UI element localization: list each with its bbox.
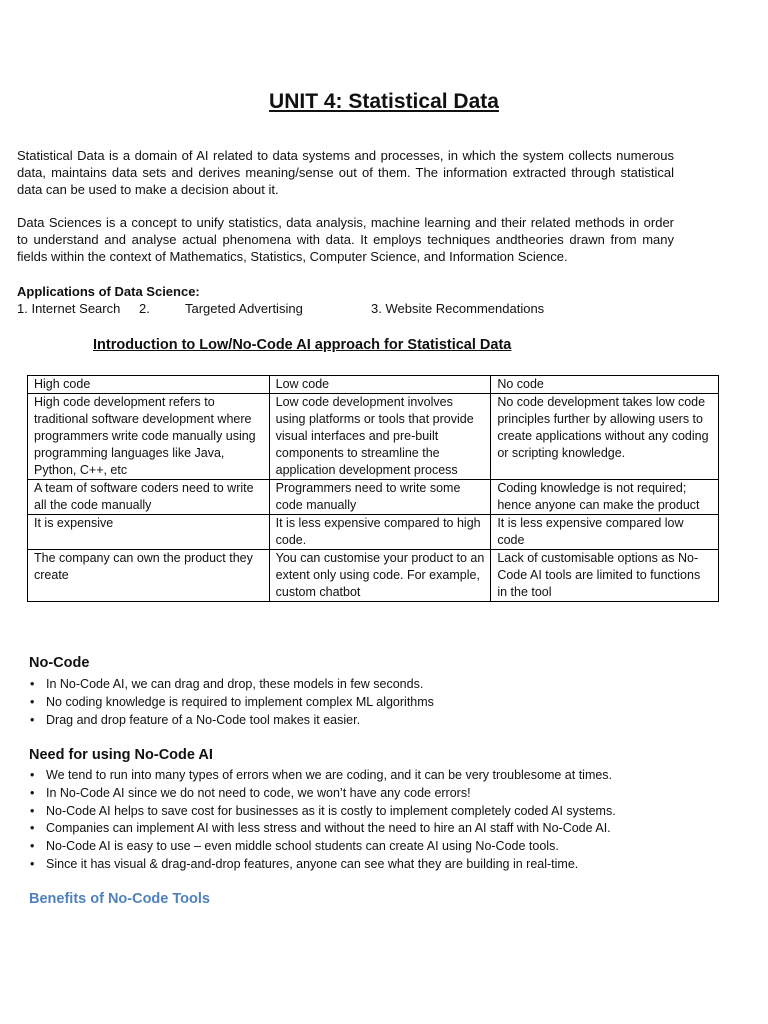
page-title: UNIT 4: Statistical Data	[269, 90, 499, 113]
comparison-table	[27, 375, 719, 602]
list-item: • No-Code AI helps to save cost for businesses as it is costly to implement completely coded AI systems.	[29, 803, 616, 821]
list-item: • No-Code AI is easy to use – even middle school students can create AI using No-Code tools.	[29, 838, 616, 856]
list-item: • Since it has visual & drag-and-drop features, anyone can see what they are building in real-time.	[29, 856, 616, 874]
column-header-no-code: No code	[491, 376, 719, 394]
table-row	[28, 550, 719, 602]
data-science-paragraph: Data Sciences is a concept to unify statistics, data analysis, machine learning and their related methods in order to understand and analyse actual phenomena with data. It employs techniques andtheories drawn from many fields within the context of Mathematics, Statistics, Computer Science, and Information Science.	[17, 215, 674, 264]
table-row	[28, 480, 719, 515]
table-cell: The company can own the product they create	[28, 550, 270, 602]
table-cell: You can customise your product to an extent only using code. For example, custom chatbot	[269, 550, 491, 602]
table-cell: No code development takes low code principles further by allowing users to create applications without any coding or scripting knowledge.	[491, 394, 719, 480]
table-cell: Programmers need to write some code manually	[269, 480, 491, 515]
table-row	[28, 394, 719, 480]
list-item: • We tend to run into many types of errors when we are coding, and it can be very troublesome at times.	[29, 767, 616, 785]
list-item: • In No-Code AI, we can drag and drop, these models in few seconds.	[29, 676, 434, 694]
table-header-row	[28, 376, 719, 394]
table-cell: It is less expensive compared to high code.	[269, 515, 491, 550]
table-cell: A team of software coders need to write all the code manually	[28, 480, 270, 515]
column-header-low-code: Low code	[269, 376, 491, 394]
application-item: 2.	[139, 301, 150, 316]
applications-heading: Applications of Data Science:	[17, 284, 200, 299]
application-item: Targeted Advertising	[185, 301, 303, 316]
table-cell: Coding knowledge is not required; hence anyone can make the product	[491, 480, 719, 515]
table-cell: It is less expensive compared low code	[491, 515, 719, 550]
table-cell: Lack of customisable options as No-Code AI tools are limited to functions in the tool	[491, 550, 719, 602]
nocode-heading: No-Code	[29, 655, 90, 671]
list-item: • In No-Code AI since we do not need to code, we won’t have any code errors!	[29, 785, 616, 803]
application-item: 1. Internet Search	[17, 301, 121, 316]
table-cell: High code development refers to traditional software development where programmers write code manually using programming languages like Java, Python, C++, etc	[28, 394, 270, 480]
need-list	[29, 767, 616, 874]
table-cell: Low code development involves using platforms or tools that provide visual interfaces and pre-built components to streamline the application development process	[269, 394, 491, 480]
nocode-list	[29, 676, 434, 729]
section-title: Introduction to Low/No-Code AI approach for Statistical Data	[93, 337, 512, 353]
table-cell: It is expensive	[28, 515, 270, 550]
list-item: • No coding knowledge is required to implement complex ML algorithms	[29, 694, 434, 712]
intro-paragraph: Statistical Data is a domain of AI related to data systems and processes, in which the system collects numerous data, maintains data sets and derives meaning/sense out of them. The information extracted through statistical data can be used to make a decision about it.	[17, 148, 674, 197]
benefits-heading: Benefits of No-Code Tools	[29, 891, 210, 907]
column-header-high-code: High code	[28, 376, 270, 394]
list-item: • Drag and drop feature of a No-Code tool makes it easier.	[29, 712, 434, 730]
application-item: 3. Website Recommendations	[371, 301, 545, 316]
list-item: • Companies can implement AI with less stress and without the need to hire an AI staff with No-Code AI.	[29, 820, 616, 838]
need-heading: Need for using No-Code AI	[29, 747, 213, 763]
table-row	[28, 515, 719, 550]
